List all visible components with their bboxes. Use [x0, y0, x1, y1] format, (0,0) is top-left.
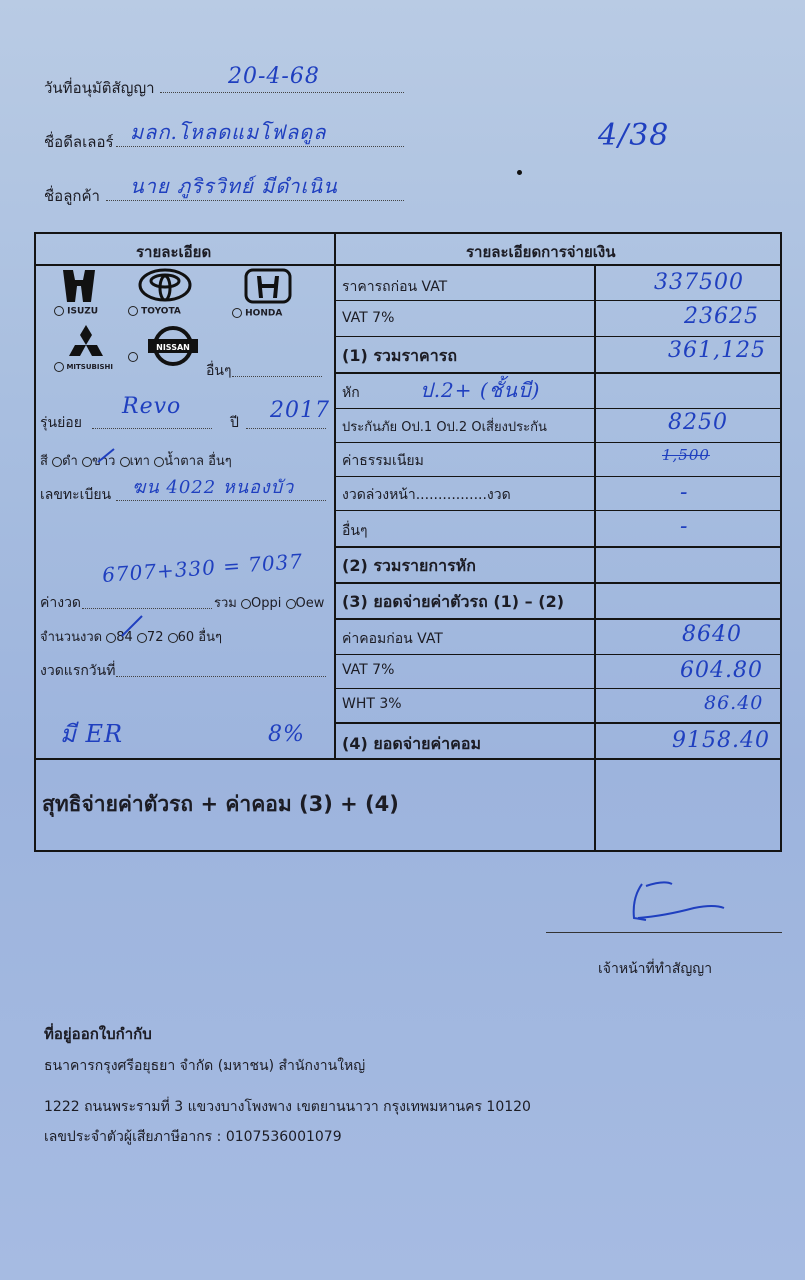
oew-radio[interactable] — [286, 599, 296, 609]
color-radio-black[interactable] — [52, 457, 62, 467]
installment-options — [214, 592, 324, 613]
brand-isuzu: ISUZU — [67, 306, 99, 317]
model-label: รุ่นย่อย — [40, 415, 82, 431]
year-line — [246, 428, 326, 429]
value-wht: 86.40 — [704, 692, 764, 714]
row-rule — [334, 654, 780, 655]
term-84: 84 — [116, 630, 133, 645]
row-rule — [334, 408, 780, 409]
first-due-label: งวดแรกวันที่ — [40, 663, 116, 679]
brand-other-label: อื่นๆ — [206, 363, 232, 379]
footer-line3: เลขประจำตัวผู้เสียภาษีอากร : 0107536001079 — [44, 1129, 342, 1145]
color-row — [40, 450, 232, 471]
row-label-insurance: ประกันภัย Oป.1 Oป.2 Oเสี่ยงประกัน — [342, 420, 547, 435]
color-radio-gray[interactable] — [120, 457, 130, 467]
value-vat: 23625 — [684, 304, 759, 329]
value-insurance: 8250 — [668, 410, 728, 435]
row-rule — [334, 336, 780, 337]
net-total-label: สุทธิจ่ายค่าตัวรถ + ค่าคอม (3) + (4) — [42, 792, 399, 816]
footer-line1: ธนาคารกรุงศรีอยุธยา จำกัด (มหาชน) สำนักงานใหญ่ — [44, 1058, 366, 1074]
right-header: รายละเอียดการจ่ายเงิน — [466, 243, 616, 261]
brand-honda: HONDA — [245, 308, 283, 319]
row-rule — [334, 476, 780, 477]
model-line — [92, 428, 212, 429]
isuzu-radio[interactable] — [54, 306, 64, 316]
value-fee: 1,500 — [662, 446, 710, 464]
column-divider — [334, 234, 336, 758]
row-label-deduct: หัก — [342, 385, 360, 401]
value-other: - — [680, 514, 689, 539]
oew-label: Oew — [295, 596, 325, 611]
term-label: จำนวนงวด — [40, 630, 103, 645]
net-row-rule — [36, 758, 780, 760]
row-label-total-price: (1) รวมราคารถ — [342, 346, 457, 365]
mitsubishi-logo — [54, 324, 124, 374]
note-left: มี ER — [60, 720, 124, 748]
row-label-commission: ค่าคอมก่อน VAT — [342, 631, 443, 647]
installment-label: ค่างวด — [40, 595, 82, 611]
row-label-other: อื่นๆ — [342, 523, 368, 539]
term-other: อื่นๆ — [198, 630, 222, 645]
color-radio-white[interactable] — [82, 457, 92, 467]
term-72: 72 — [146, 630, 164, 645]
row-label-price-before-vat: ราคารถก่อน VAT — [342, 279, 448, 295]
plate-label: เลขทะเบียน — [40, 487, 112, 503]
oppi-label: Oppi — [251, 596, 282, 611]
row-rule — [334, 442, 780, 443]
toyota-radio[interactable] — [128, 306, 138, 316]
row-label-commission-vat: VAT 7% — [342, 662, 395, 678]
row-rule — [334, 722, 780, 724]
row-rule — [334, 582, 780, 584]
left-header: รายละเอียด — [136, 243, 212, 261]
row-rule — [334, 372, 780, 374]
installment-sum-label: รวม — [214, 596, 237, 611]
value-commission-vat: 604.80 — [680, 658, 763, 683]
customer-value: นาย ภูริรวิทย์ มีดำเนิน — [130, 174, 338, 198]
signature-role: เจ้าหน้าที่ทำสัญญา — [598, 961, 713, 977]
row-label-fee: ค่าธรรมเนียม — [342, 453, 424, 469]
deduct-handwritten: ป.2+ (ชั้นบี) — [420, 378, 541, 402]
oppi-radio[interactable] — [241, 599, 251, 609]
color-gray: เทา — [129, 454, 150, 469]
signature-line — [546, 932, 782, 933]
approval-date-line — [160, 92, 404, 93]
header-rule — [36, 264, 780, 266]
value-total-price: 361,125 — [668, 338, 766, 363]
color-black: ดำ — [62, 454, 78, 469]
dealer-label: ชื่อดีลเลอร์ — [44, 133, 114, 151]
brand-other-line — [232, 376, 322, 377]
value-commission-payment: 9158.40 — [672, 728, 770, 753]
toyota-logo — [128, 268, 198, 318]
nissan-radio[interactable] — [128, 352, 138, 362]
footer-title: ที่อยู่ออกใบกำกับ — [44, 1025, 152, 1043]
plate-value: ฆน 4022 หนองบัว — [132, 477, 295, 498]
white-checkmark — [96, 446, 116, 466]
value-advance: - — [680, 480, 689, 505]
row-rule — [334, 510, 780, 511]
payment-table — [34, 232, 782, 852]
color-brown: น้ำตาล — [164, 454, 204, 469]
row-label-advance: งวดล่วงหน้า................งวด — [342, 487, 511, 503]
ink-dot — [517, 170, 522, 175]
term-radio-60[interactable] — [168, 633, 178, 643]
row-rule — [334, 688, 780, 689]
honda-radio[interactable] — [232, 308, 242, 318]
year-value: 2017 — [270, 398, 330, 423]
row-label-vat: VAT 7% — [342, 310, 395, 326]
first-due-line — [116, 676, 326, 677]
term-60: 60 — [177, 630, 195, 645]
row-rule — [334, 300, 780, 301]
row-label-car-payment: (3) ยอดจ่ายค่าตัวรถ (1) – (2) — [342, 592, 565, 611]
mitsubishi-radio[interactable] — [54, 362, 64, 372]
value-price-before-vat: 337500 — [654, 270, 744, 295]
honda-logo — [232, 268, 306, 318]
row-label-total-deduct: (2) รวมรายการหัก — [342, 556, 476, 575]
nissan-logo — [128, 324, 208, 374]
brand-nissan: NISSAN — [156, 343, 190, 352]
row-label-commission-payment: (4) ยอดจ่ายค่าคอม — [342, 734, 481, 753]
brand-toyota: TOYOTA — [141, 306, 181, 317]
customer-label: ชื่อลูกค้า — [44, 187, 100, 205]
year-label: ปี — [230, 415, 239, 431]
model-value: Revo — [122, 394, 182, 419]
row-label-wht: WHT 3% — [342, 696, 402, 712]
approval-date-value: 20-4-68 — [228, 64, 320, 89]
brand-mitsubishi: MITSUBISHI — [66, 363, 113, 371]
installment-value: 6707+330 = 7037 — [101, 549, 304, 587]
value-column-divider — [594, 266, 596, 850]
color-label: สี — [40, 454, 48, 469]
color-radio-brown[interactable] — [154, 457, 164, 467]
term-checkmark — [120, 614, 144, 638]
value-commission: 8640 — [682, 622, 742, 647]
page-mark: 4/38 — [598, 118, 670, 153]
row-rule — [334, 546, 780, 548]
installment-line — [82, 608, 212, 609]
footer-line2: 1222 ถนนพระรามที่ 3 แขวงบางโพงพาง เขตยานนาวา กรุงเทพมหานคร 10120 — [44, 1099, 531, 1115]
term-radio-84[interactable] — [106, 633, 116, 643]
note-right: 8% — [268, 722, 305, 747]
approval-date-label: วันที่อนุมัติสัญญา — [44, 79, 155, 97]
row-rule — [334, 618, 780, 620]
color-other: อื่นๆ — [208, 454, 232, 469]
color-white: ขาว — [91, 454, 116, 469]
signature-scribble — [624, 878, 734, 928]
isuzu-logo — [54, 268, 104, 318]
dealer-value: มลก.โหลดแมโฟลดูล — [130, 120, 327, 144]
